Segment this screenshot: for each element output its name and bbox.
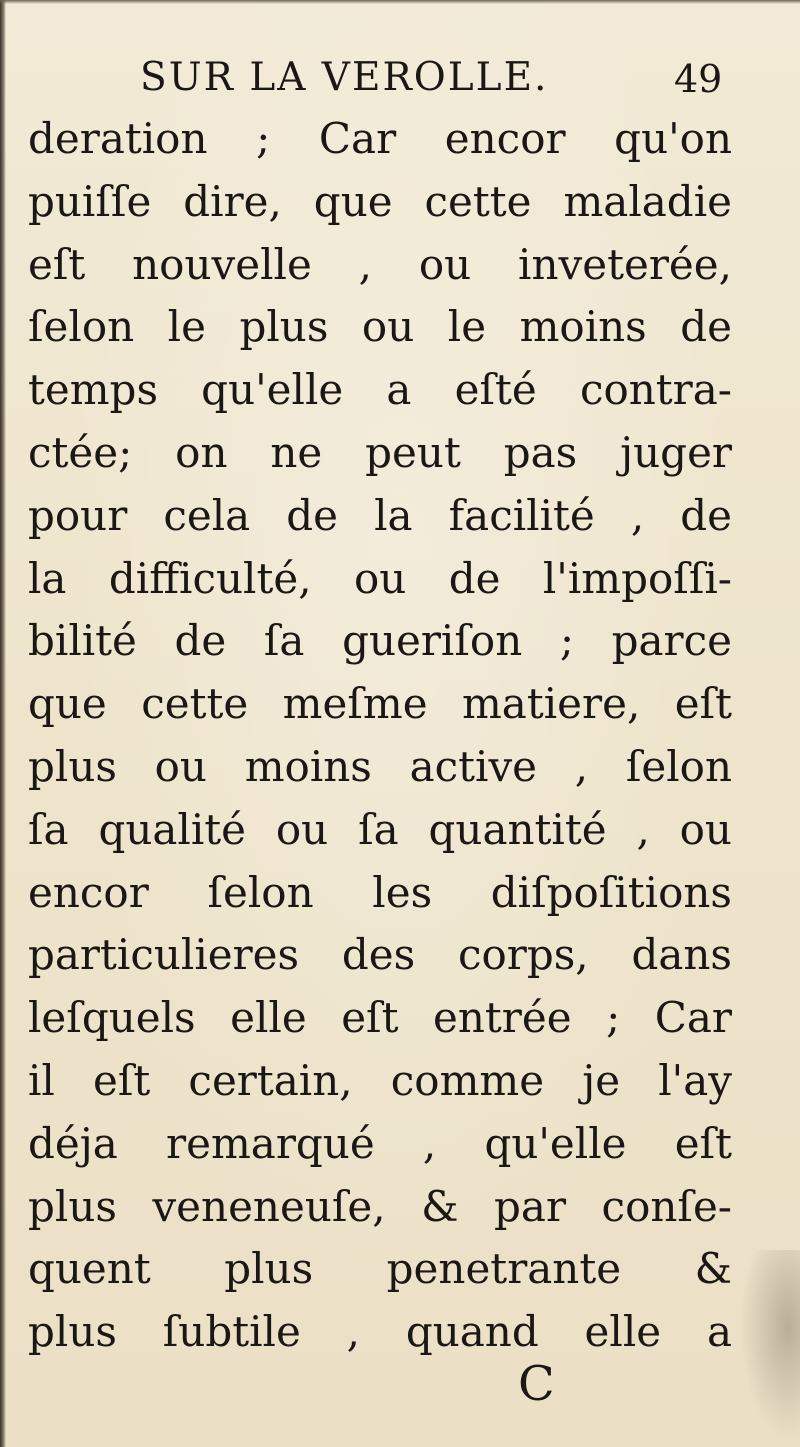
text-line: ſelon le plus ou le moins de xyxy=(28,302,732,352)
text-line: bilité de ſa gueriſon ; parce xyxy=(28,616,732,666)
text-line: la difficulté, ou de l'impoſſi- xyxy=(28,553,732,603)
page-top-edge xyxy=(0,0,800,4)
paper-stain xyxy=(740,1250,800,1440)
text-line: deration ; Car encor qu'on xyxy=(28,114,732,163)
text-line: ctée; on ne peut pas juger xyxy=(28,427,732,477)
text-line: pour cela de la facilité , de xyxy=(28,490,732,540)
signature-mark: C xyxy=(518,1356,555,1412)
text-line: puiſſe dire, que cette maladie xyxy=(28,176,732,226)
text-line: que cette meſme matiere, eſt xyxy=(28,679,732,729)
text-line: plus ſubtile , quand elle a xyxy=(28,1307,732,1357)
body-text xyxy=(28,108,732,1364)
text-line: particulieres des corps, dans xyxy=(28,930,732,980)
text-line: ſa qualité ou ſa quantité , ou xyxy=(28,804,732,854)
page-number: 49 xyxy=(674,57,723,101)
text-line: encor ſelon les diſpoſitions xyxy=(28,867,732,917)
page-gutter-shadow xyxy=(0,0,6,1447)
text-line: il eſt certain, comme je l'ay xyxy=(28,1055,732,1105)
text-line: plus veneneuſe, & par conſe- xyxy=(28,1181,732,1231)
text-line: leſquels elle eſt entrée ; Car xyxy=(28,993,732,1043)
text-line: déja remarqué , qu'elle eſt xyxy=(28,1118,732,1168)
running-head: SUR LA VEROLLE. xyxy=(140,55,549,100)
text-line: temps qu'elle a eſté contra- xyxy=(28,365,732,415)
text-line: plus ou moins active , ſelon xyxy=(28,741,732,791)
text-line: eſt nouvelle , ou inveterée, xyxy=(28,239,732,289)
text-line: quent plus penetrante & xyxy=(28,1244,732,1294)
